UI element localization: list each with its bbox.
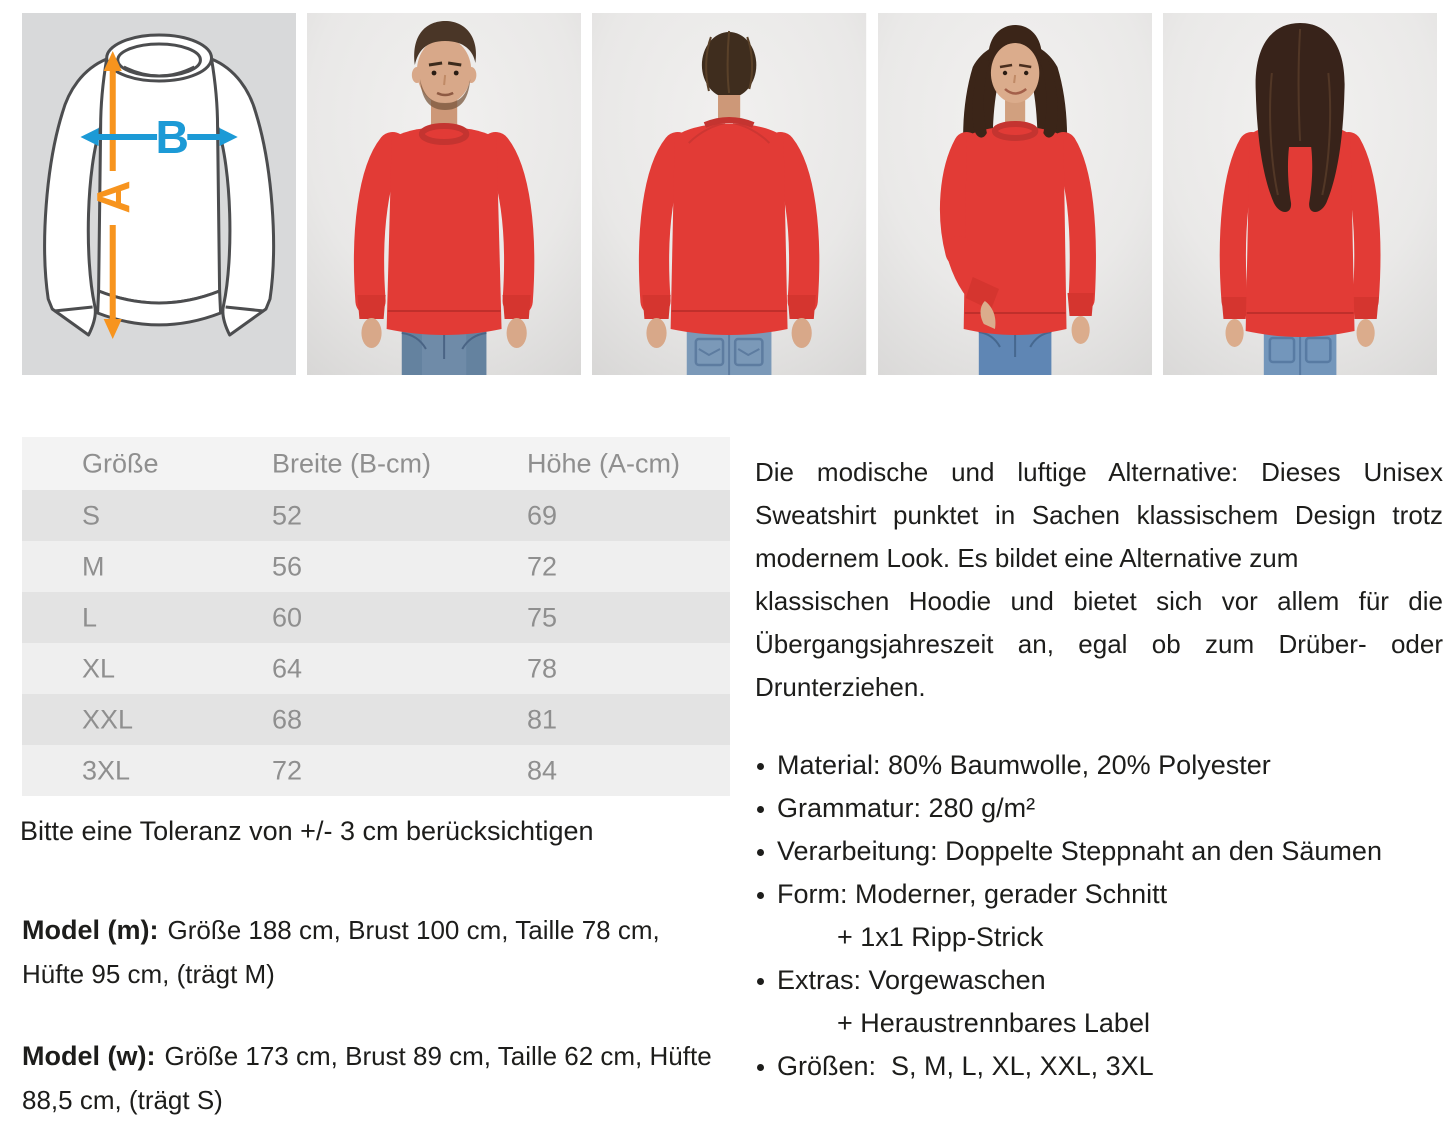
table-row bbox=[22, 694, 730, 745]
cell-height: 75 bbox=[527, 602, 558, 632]
bullet-dot-icon bbox=[757, 892, 764, 899]
spec-text: Verarbeitung: Doppelte Steppnaht an den Säumen bbox=[777, 836, 1382, 866]
female-back-photo-icon bbox=[1163, 13, 1437, 375]
cell-height: 72 bbox=[527, 551, 558, 581]
cell-width: 68 bbox=[272, 704, 303, 734]
bullet-dot-icon bbox=[757, 849, 764, 856]
table-row bbox=[22, 592, 730, 643]
photo-male-model-front bbox=[307, 13, 581, 375]
sweatshirt-measurement-diagram-icon bbox=[22, 13, 296, 375]
spec-item-verarbeitung bbox=[755, 830, 1445, 873]
cell-width: 56 bbox=[272, 551, 303, 581]
cell-height: 84 bbox=[527, 755, 558, 785]
cell-size: L bbox=[82, 602, 98, 632]
label-b: B bbox=[155, 111, 189, 163]
male-back-photo-icon bbox=[592, 13, 866, 375]
product-spec-list bbox=[755, 744, 1445, 1088]
bullet-dot-icon bbox=[757, 1064, 764, 1071]
model-m-info bbox=[22, 908, 722, 996]
spec-item-extras bbox=[755, 959, 1445, 1002]
model-w-label: Model (w): bbox=[22, 1041, 156, 1071]
cell-size: XL bbox=[82, 653, 116, 683]
cell-height: 78 bbox=[527, 653, 558, 683]
cell-width: 60 bbox=[272, 602, 303, 632]
cell-width: 52 bbox=[272, 500, 303, 530]
spec-item-form bbox=[755, 873, 1445, 916]
description-line: Die modische und luftige Alternative: Dieses Unisex bbox=[755, 457, 1443, 487]
model-w-text: Größe 173 cm, Brust 89 cm, Taille 62 cm, Hüfte 88,5 cm, (trägt S) bbox=[22, 1041, 712, 1115]
description-line: klassischen Hoodie und bietet sich vor allem für die bbox=[755, 586, 1443, 616]
spec-text: + Heraustrennbares Label bbox=[837, 1008, 1150, 1038]
sweatshirt-outline-icon bbox=[45, 35, 274, 335]
product-image-row bbox=[22, 13, 1437, 375]
cell-height: 69 bbox=[527, 500, 558, 530]
spec-text: Material: 80% Baumwolle, 20% Polyester bbox=[777, 750, 1271, 780]
cell-size: 3XL bbox=[82, 755, 131, 785]
male-front-photo-icon bbox=[307, 13, 581, 375]
table-row bbox=[22, 643, 730, 694]
label-a: A bbox=[86, 180, 139, 214]
spec-text: Größen: S, M, L, XL, XXL, 3XL bbox=[777, 1051, 1154, 1081]
spec-text: Grammatur: 280 g/m² bbox=[777, 793, 1036, 823]
cell-size: M bbox=[82, 551, 105, 581]
female-front-photo-icon bbox=[878, 13, 1152, 375]
model-m-label: Model (m): bbox=[22, 915, 159, 945]
spec-item-grammatur bbox=[755, 787, 1445, 830]
cell-size: XXL bbox=[82, 704, 134, 734]
description-line: modernem Look. Es bildet eine Alternative zum bbox=[755, 543, 1299, 573]
cell-width: 64 bbox=[272, 653, 303, 683]
spec-text: Form: Moderner, gerader Schnitt bbox=[777, 879, 1168, 909]
spec-item-material bbox=[755, 744, 1445, 787]
spec-text: + 1x1 Ripp-Strick bbox=[837, 922, 1044, 952]
spec-text: Extras: Vorgewaschen bbox=[777, 965, 1046, 995]
table-row bbox=[22, 745, 730, 796]
bullet-dot-icon bbox=[757, 978, 764, 985]
table-row bbox=[22, 490, 730, 541]
size-diagram-image bbox=[22, 13, 296, 375]
tolerance-note: Bitte eine Toleranz von +/- 3 cm berücksichtigen bbox=[20, 816, 594, 846]
photo-female-model-back bbox=[1163, 13, 1437, 375]
bullet-dot-icon bbox=[757, 763, 764, 770]
bullet-dot-icon bbox=[757, 806, 764, 813]
size-table-header-row bbox=[22, 437, 730, 490]
model-m-text: Größe 188 cm, Brust 100 cm, Taille 78 cm, Hüfte 95 cm, (trägt M) bbox=[22, 915, 660, 989]
photo-female-model-front bbox=[878, 13, 1152, 375]
col-header-size: Größe bbox=[82, 448, 159, 478]
description-line: Drunterziehen. bbox=[755, 672, 926, 702]
cell-width: 72 bbox=[272, 755, 303, 785]
table-row bbox=[22, 541, 730, 592]
spec-item-extras-continuation bbox=[755, 1002, 1445, 1045]
col-header-height: Höhe (A-cm) bbox=[527, 448, 681, 478]
model-w-info bbox=[22, 1034, 722, 1122]
cell-size: S bbox=[82, 500, 101, 530]
spec-item-sizes bbox=[755, 1045, 1445, 1088]
photo-male-model-back bbox=[592, 13, 866, 375]
size-table bbox=[22, 437, 730, 796]
col-header-width: Breite (B-cm) bbox=[272, 448, 432, 478]
description-line: Sweatshirt punktet in Sachen klassischem Design trotz bbox=[755, 500, 1443, 530]
cell-height: 81 bbox=[527, 704, 558, 734]
description-line: Übergangsjahreszeit an, egal ob zum Drüber- oder bbox=[755, 629, 1443, 659]
product-description bbox=[755, 451, 1443, 709]
spec-item-form-continuation bbox=[755, 916, 1445, 959]
